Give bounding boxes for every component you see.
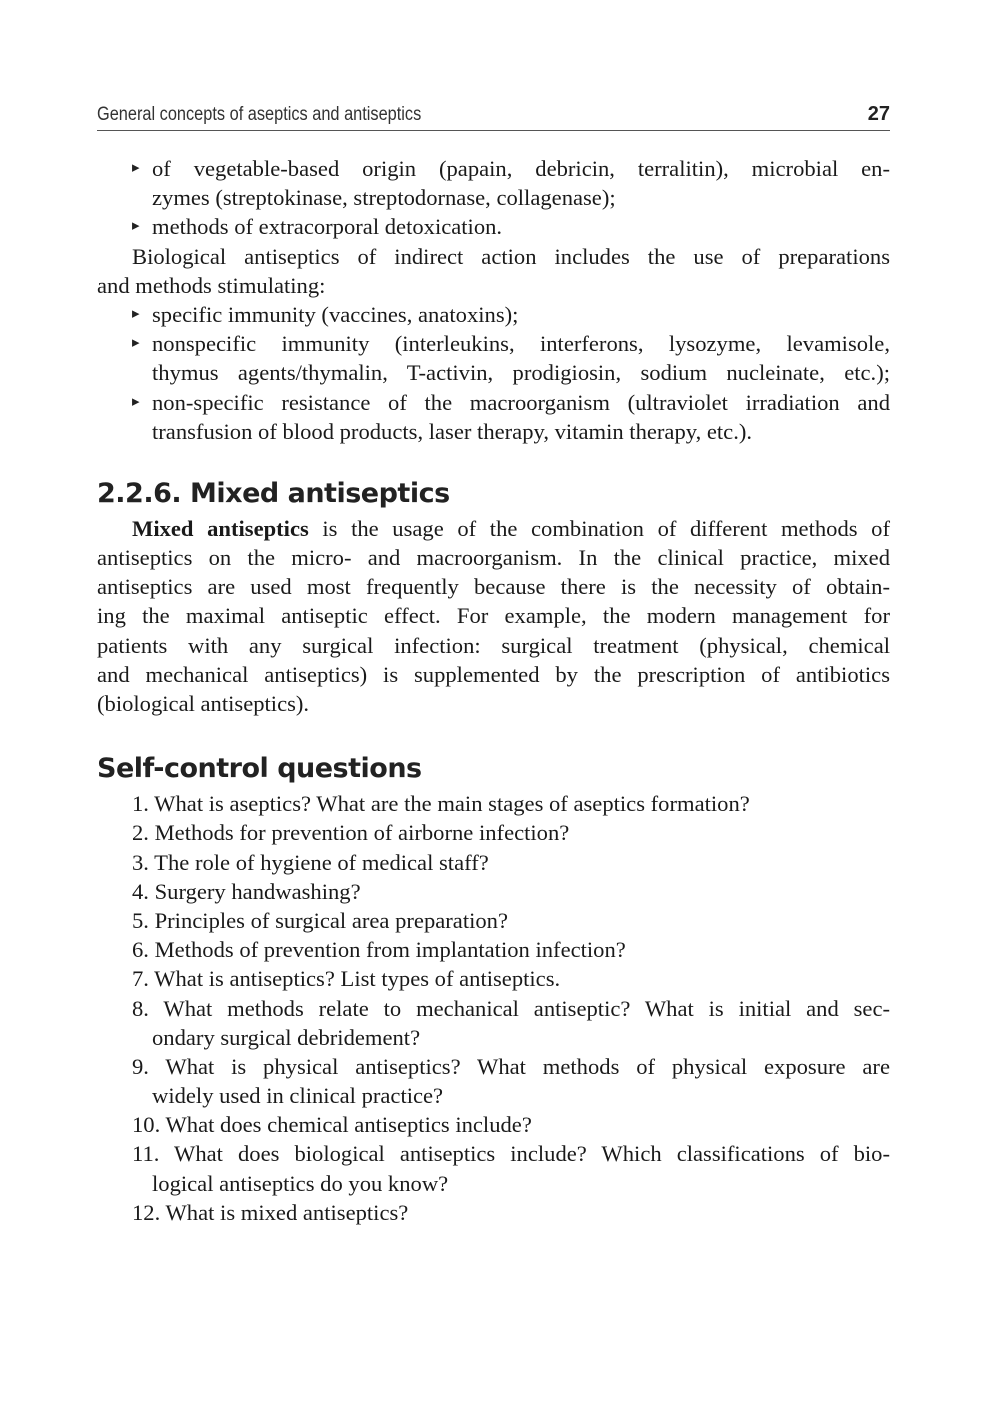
list-item-text: methods of extracorporal detoxication.	[152, 214, 503, 240]
paragraph-line: ing the maximal antiseptic effect. For example, the modern management for	[97, 603, 890, 629]
list-item-text: nonspecific immunity (interleukins, interferons, lysozyme, levamisole,	[152, 331, 890, 357]
paragraph-line	[97, 514, 890, 543]
question-item: 8. What methods relate to mechanical antiseptic? What is initial and sec-	[132, 995, 890, 1021]
list-item	[97, 300, 890, 329]
question-item: 10. What does chemical antiseptics include?	[132, 1112, 532, 1138]
paragraph-line: patients with any surgical infection: surgical treatment (physical, chemical	[97, 632, 890, 658]
paragraph-line: and mechanical antiseptics) is supplemented by the prescription of antibiotics	[97, 661, 890, 687]
triangle-right-icon: ▸	[132, 218, 140, 235]
paragraph-line: antiseptics on the micro- and macroorganism. In the clinical practice, mixed	[97, 545, 890, 571]
question-item: 3. The role of hygiene of medical staff?	[132, 849, 489, 875]
defined-term: Mixed antiseptics	[132, 515, 309, 541]
list-item-text: non-specific resistance of the macroorganism (ultraviolet irradiation and	[152, 389, 890, 415]
question-item: 2. Methods for prevention of airborne infection?	[132, 820, 570, 846]
page-number: 27	[867, 103, 890, 125]
paragraph-line: (biological antiseptics).	[97, 691, 310, 716]
list-item	[97, 329, 890, 358]
list-item	[97, 212, 890, 241]
list-item-continuation: transfusion of blood products, laser therapy, vitamin therapy, etc.).	[152, 418, 753, 444]
question-item: 12. What is mixed antiseptics?	[132, 1199, 409, 1225]
triangle-right-icon: ▸	[132, 305, 140, 322]
question-item: 4. Surgery handwashing?	[132, 878, 361, 904]
paragraph-line: and methods stimulating:	[97, 272, 326, 298]
question-item: 6. Methods of prevention from implantation infection?	[132, 937, 626, 963]
question-item: 9. What is physical antiseptics? What methods of physical exposure are	[132, 1053, 890, 1079]
question-item-continuation: ondary surgical debridement?	[152, 1024, 421, 1050]
list-item-text: of vegetable-based origin (papain, debricin, terralitin), microbial en-	[152, 156, 890, 181]
question-item: 5. Principles of surgical area preparation?	[132, 907, 508, 933]
triangle-right-icon: ▸	[132, 335, 140, 352]
page-body	[97, 154, 890, 1227]
list-item	[97, 154, 890, 183]
question-item: 1. What is aseptics? What are the main stages of aseptics formation?	[132, 791, 750, 817]
running-header	[97, 100, 890, 131]
question-item-continuation: widely used in clinical practice?	[152, 1083, 444, 1109]
paragraph-line: antiseptics are used most frequently because there is the necessity of obtain-	[97, 574, 890, 600]
question-item: 7. What is antiseptics? List types of antiseptics.	[132, 966, 561, 992]
triangle-right-icon: ▸	[132, 160, 140, 176]
running-title: General concepts of aseptics and antiseptics	[97, 104, 422, 125]
section-heading-mixed-antiseptics: 2.2.6. Mixed antiseptics	[97, 477, 450, 509]
list-item-continuation: thymus agents/thymalin, T-activin, prodigiosin, sodium nucleinate, etc.);	[152, 360, 890, 386]
triangle-right-icon: ▸	[132, 393, 140, 410]
list-item	[97, 388, 890, 417]
question-item-continuation: logical antiseptics do you know?	[152, 1170, 449, 1196]
question-item: 11. What does biological antiseptics include? Which classifications of bio-	[132, 1141, 890, 1167]
paragraph-line: Biological antiseptics of indirect action includes the use of preparations	[132, 243, 890, 269]
paragraph-text: is the usage of the combination of different methods of	[308, 515, 890, 541]
list-item-continuation: zymes (streptokinase, streptodornase, collagenase);	[152, 185, 616, 211]
list-item-text: specific immunity (vaccines, anatoxins);	[152, 301, 519, 327]
section-heading-self-control-questions: Self-control questions	[97, 753, 422, 785]
